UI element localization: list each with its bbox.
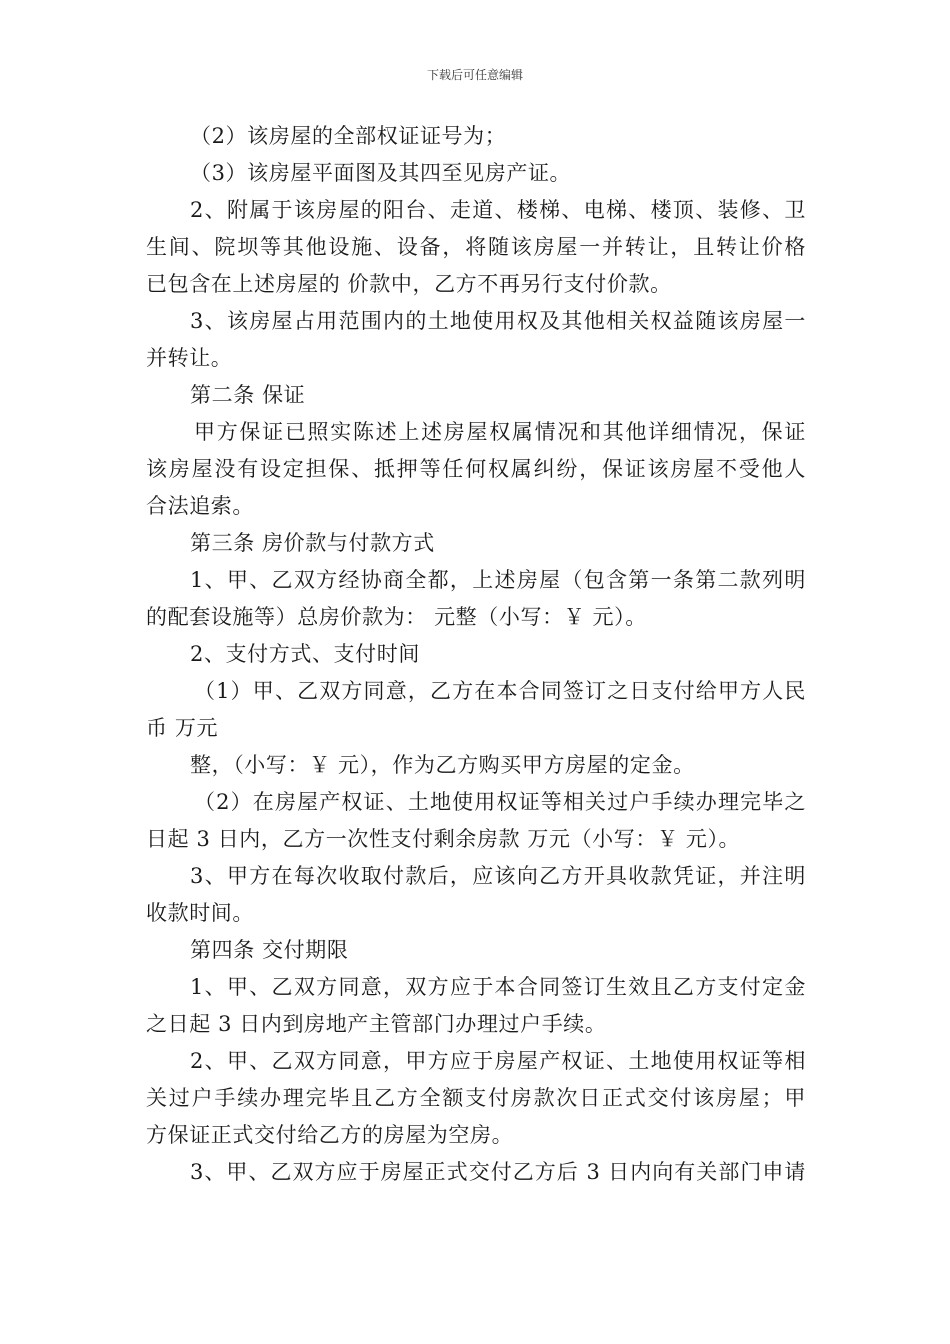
paragraph-line: 整，（小写：￥ 元），作为乙方购买甲方房屋的定金。: [190, 753, 695, 777]
paragraph-line: 合法追索。: [146, 494, 254, 518]
paragraph-line: 生间、院坝等其他设施、设备，将随该房屋一并转让，且转让价格: [146, 235, 806, 259]
paragraph-line: （1）甲、乙双方同意，乙方在本合同签订之日支付给甲方人民: [194, 679, 806, 703]
paragraph-line: 1、甲、乙双方经协商全都，上述房屋（包含第一条第二款列明: [190, 568, 806, 592]
paragraph-line: 并转让。: [146, 346, 233, 370]
paragraph-line: 3、该房屋占用范围内的土地使用权及其他相关权益随该房屋一: [190, 309, 806, 333]
section-heading: 第二条 保证: [190, 383, 306, 407]
paragraph-line: 1、甲、乙双方同意，双方应于本合同签订生效且乙方支付定金: [190, 975, 806, 999]
paragraph-line: 的配套设施等）总房价款为： 元整（小写：￥ 元）。: [146, 605, 647, 629]
paragraph-line: 币 万元: [146, 716, 219, 740]
paragraph-line: （2）该房屋的全部权证证号为；: [190, 124, 507, 148]
paragraph-line: 收款时间。: [146, 901, 254, 925]
paragraph-line: 之日起 3 日内到房地产主管部门办理过户手续。: [146, 1012, 607, 1036]
paragraph-line: 已包含在上述房屋的 价款中，乙方不再另行支付价款。: [146, 272, 672, 296]
section-heading: 第三条 房价款与付款方式: [190, 531, 435, 555]
paragraph-line: （2）在房屋产权证、土地使用权证等相关过户手续办理完毕之: [194, 790, 806, 814]
paragraph-line: 方保证正式交付给乙方的房屋为空房。: [146, 1123, 514, 1147]
paragraph-line: 甲方保证已照实陈述上述房屋权属情况和其他详细情况，保证: [194, 420, 806, 444]
paragraph-line: 2、支付方式、支付时间: [190, 642, 420, 666]
document-body: [146, 118, 806, 1191]
paragraph-line: 关过户手续办理完毕且乙方全额支付房款次日正式交付该房屋；甲: [146, 1086, 806, 1110]
paragraph-line: 2、甲、乙双方同意，甲方应于房屋产权证、土地使用权证等相: [190, 1049, 806, 1073]
section-heading: 第四条 交付期限: [190, 938, 349, 962]
page-header-note: 下载后可任意编辑: [426, 68, 523, 82]
paragraph-line: 3、甲、乙双方应于房屋正式交付乙方后 3 日内向有关部门申请: [190, 1160, 806, 1184]
paragraph-line: （3）该房屋平面图及其四至见房产证。: [190, 161, 572, 185]
paragraph-line: 该房屋没有设定担保、抵押等任何权属纠纷，保证该房屋不受他人: [146, 457, 806, 481]
paragraph-line: 日起 3 日内，乙方一次性支付剩余房款 万元（小写：￥ 元）。: [146, 827, 741, 851]
paragraph-line: 2、附属于该房屋的阳台、走道、楼梯、电梯、楼顶、装修、卫: [190, 198, 806, 222]
paragraph-line: 3、甲方在每次收取付款后，应该向乙方开具收款凭证，并注明: [190, 864, 806, 888]
